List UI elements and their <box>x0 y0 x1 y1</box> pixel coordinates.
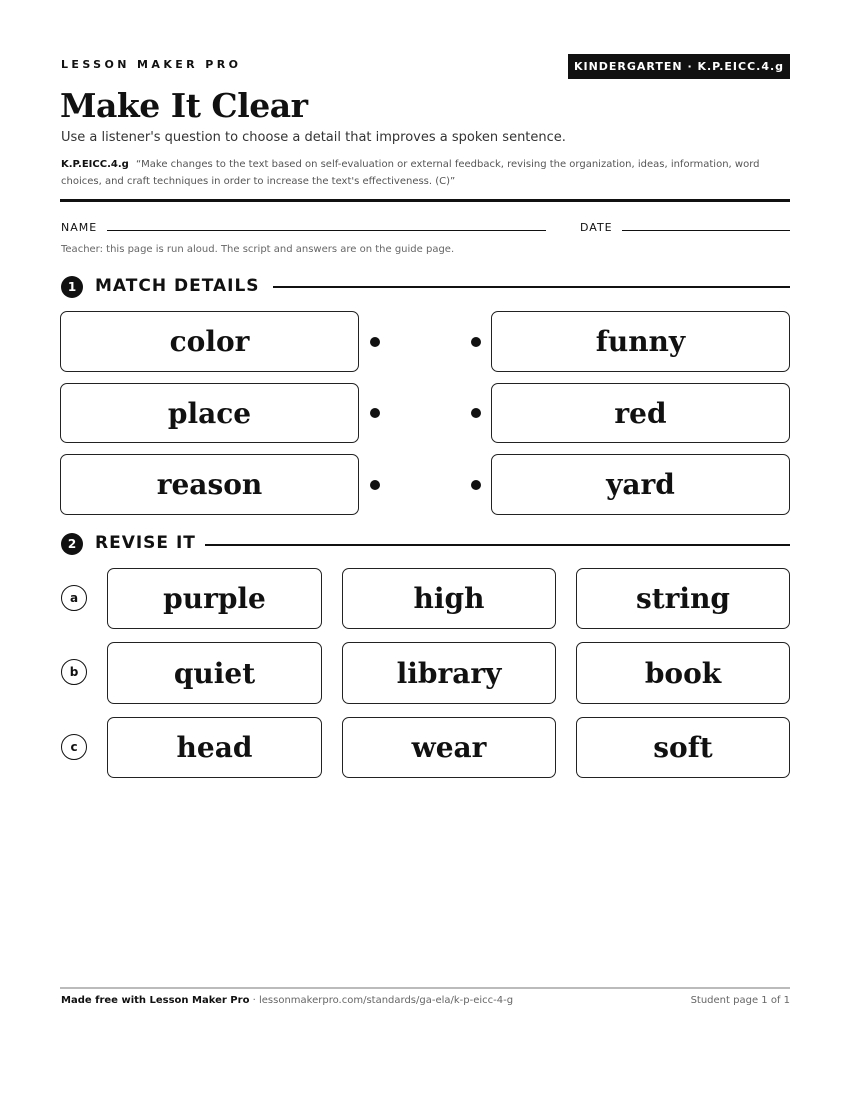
revise-word: library <box>396 656 502 690</box>
footer-credit <box>61 995 513 1006</box>
standard-text: “Make changes to the text based on self-evaluation or external feedback, revising the organization, ideas, information, word choices, and craft techniques in order to increase the text's effectiveness. (C)” <box>61 159 760 187</box>
match-left-word: color <box>169 325 250 358</box>
revise-word-card[interactable] <box>107 717 322 778</box>
section-2-rule <box>205 544 790 546</box>
revise-word-card[interactable] <box>576 717 790 778</box>
footer-separator: · <box>249 995 259 1006</box>
standard-code: K.P.EICC.4.g <box>61 159 129 170</box>
revise-word: book <box>644 656 722 690</box>
date-field-line[interactable] <box>622 230 790 231</box>
match-right-card[interactable] <box>491 383 790 443</box>
revise-word-card[interactable] <box>576 642 790 704</box>
revise-word: purple <box>163 582 266 615</box>
section-1-rule <box>273 286 790 288</box>
teacher-note: Teacher: this page is run aloud. The script and answers are on the guide page. <box>61 244 455 255</box>
revise-word-card[interactable] <box>107 568 322 629</box>
match-left-dot[interactable] <box>370 408 380 418</box>
match-right-word: red <box>614 396 667 430</box>
row-letter-b: b <box>61 659 87 685</box>
match-left-card[interactable] <box>60 454 359 515</box>
match-right-dot[interactable] <box>471 408 481 418</box>
brand-name: LESSON MAKER PRO <box>61 58 242 71</box>
match-right-card[interactable] <box>491 311 790 372</box>
match-right-word: yard <box>606 468 675 501</box>
page-subtitle: Use a listener's question to choose a detail that improves a spoken sentence. <box>61 130 566 145</box>
revise-word: quiet <box>173 656 256 690</box>
revise-word: wear <box>411 731 487 764</box>
section-1-title: MATCH DETAILS <box>95 276 260 296</box>
match-right-dot[interactable] <box>471 480 481 490</box>
revise-word-card[interactable] <box>342 717 556 778</box>
revise-word: head <box>176 731 253 764</box>
row-letter-a: a <box>61 585 87 611</box>
footer-divider <box>60 987 790 989</box>
page-title: Make It Clear <box>60 86 308 125</box>
footer-page-number: Student page 1 of 1 <box>690 995 790 1006</box>
revise-word-card[interactable] <box>342 642 556 704</box>
match-left-word: place <box>167 396 252 430</box>
revise-word: high <box>413 582 485 615</box>
revise-word-card[interactable] <box>342 568 556 629</box>
footer-url-link[interactable]: lessonmakerpro.com/standards/ga-ela/k-p-eicc-4-g <box>258 995 514 1006</box>
header-divider <box>60 199 790 202</box>
revise-word-card[interactable] <box>576 568 790 629</box>
revise-word: soft <box>653 731 713 764</box>
match-left-dot[interactable] <box>370 337 380 347</box>
grade-standard-badge: KINDERGARTEN · K.P.EICC.4.g <box>568 54 790 79</box>
section-1-number: 1 <box>61 276 83 298</box>
section-2-number: 2 <box>61 533 83 555</box>
revise-word-card[interactable] <box>107 642 322 704</box>
match-left-card[interactable] <box>60 311 359 372</box>
match-right-word: funny <box>595 325 686 358</box>
revise-word: string <box>635 582 731 615</box>
date-label: DATE <box>580 221 613 234</box>
section-2-title: REVISE IT <box>95 533 196 553</box>
match-right-dot[interactable] <box>471 337 481 347</box>
name-label: NAME <box>61 221 98 234</box>
row-letter-c: c <box>61 734 87 760</box>
match-left-card[interactable] <box>60 383 359 443</box>
footer-made-with: Made free with Lesson Maker Pro <box>61 995 250 1006</box>
standard-description <box>61 156 781 190</box>
name-field-line[interactable] <box>107 230 546 231</box>
match-left-dot[interactable] <box>370 480 380 490</box>
match-right-card[interactable] <box>491 454 790 515</box>
match-left-word: reason <box>156 468 263 501</box>
